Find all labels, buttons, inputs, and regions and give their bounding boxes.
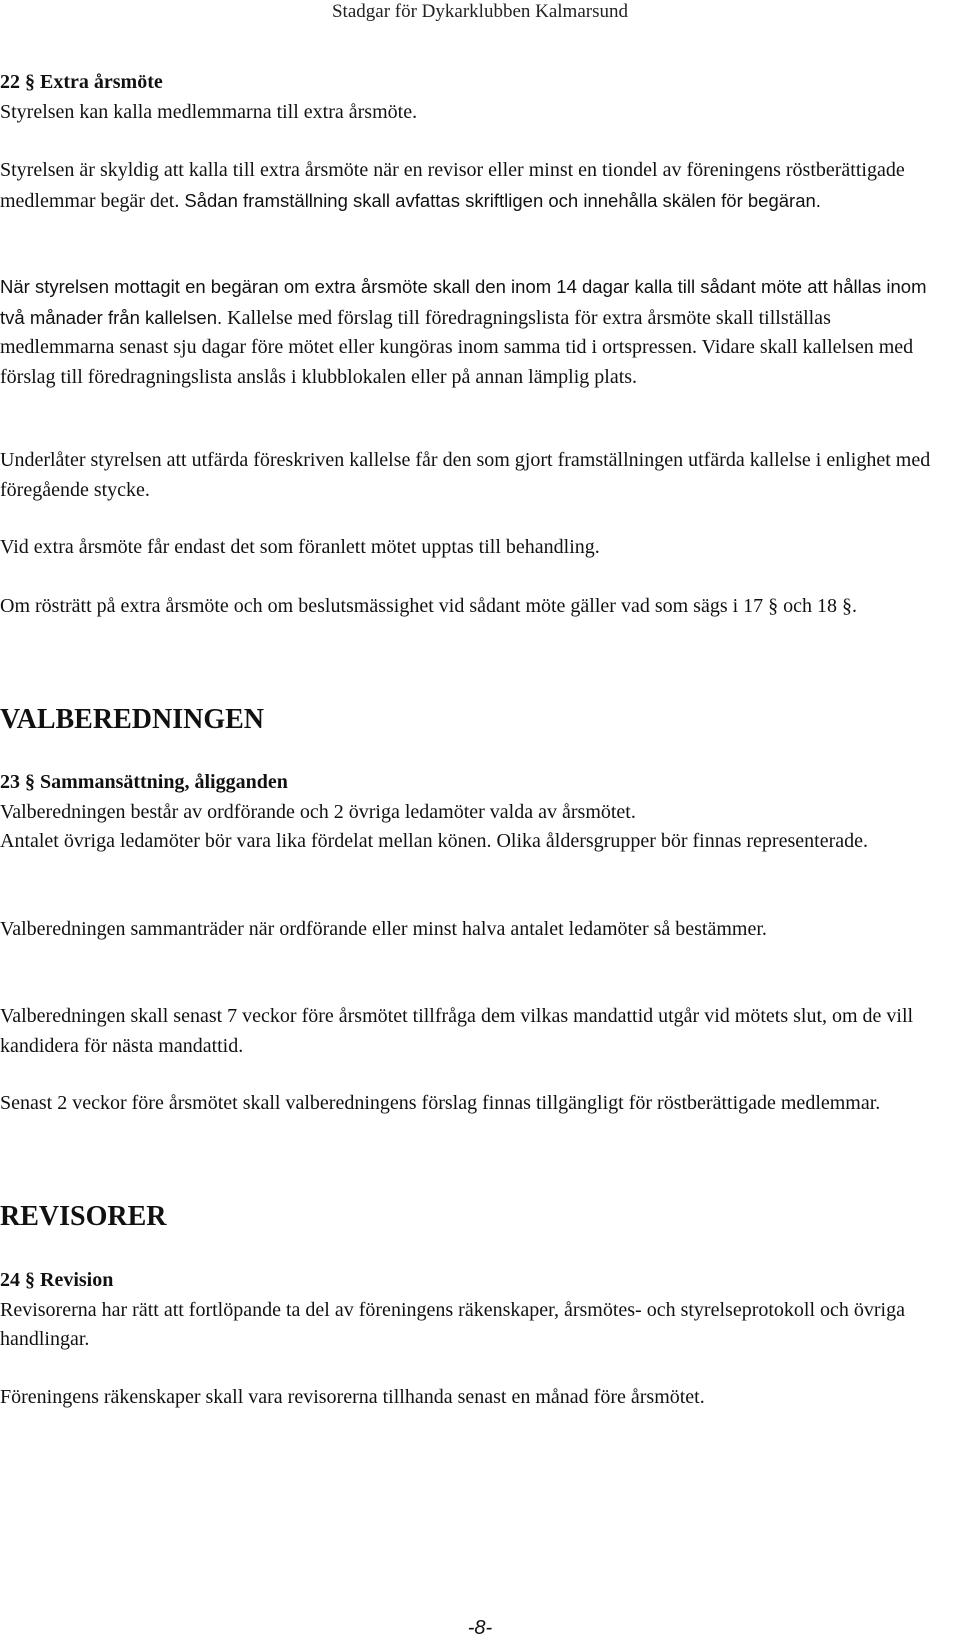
paragraph: Antalet övriga ledamöter bör vara lika fördelat mellan könen. Olika åldersgrupper bör finnas representerade. [0,830,868,852]
paragraph: Styrelsen kan kalla medlemmarna till extra årsmöte. [0,100,418,123]
paragraph: Valberedningen skall senast 7 veckor före årsmötet tillfråga dem vilkas mandattid utgår vid mötets slut, om de vill kandidera för nästa mandattid. [0,1005,914,1057]
paragraph: Vid extra årsmöte får endast det som föranlett mötet upptas till behandling. [0,536,600,558]
section-24-block [0,1266,950,1355]
paragraph-text: Styrelsen är skyldig att kalla till extra årsmöte när en revisor eller minst en tiondel av föreningens röstberättigade medlemmar begär det. [0,159,905,212]
section-22-paragraph-6 [0,592,950,622]
paragraph: Valberedningen består av ordförande och 2 övriga ledamöter valda av årsmötet. [0,800,636,823]
paragraph [0,272,950,392]
paragraph-text: Kallelse med förslag till föredragningslista för extra årsmöte skall tillställas medlemmarna senast sju dagar före mötet eller kungöras inom samma tid i ortspressen. Vidare skall kallelsen med förslag till föredragningslista anslås i klubblokalen eller på annan lämplig plats. [0,306,914,388]
section-23-block [0,768,950,857]
section-heading: 22 § Extra årsmöte [0,71,163,93]
section-22-paragraph-2 [0,156,950,216]
chapter-title-revisorer: REVISORER [0,1201,167,1232]
section-22-heading-block [0,68,950,127]
paragraph: Senast 2 veckor före årsmötet skall valberedningens förslag finnas tillgängligt för röstberättigade medlemmar. [0,1092,881,1114]
paragraph [0,156,950,216]
section-23-paragraph-3 [0,915,950,945]
section-heading: 24 § Revision [0,1269,114,1291]
paragraph: Valberedningen sammanträder när ordförande eller minst halva antalet ledamöter så bestämmer. [0,918,767,940]
page-number: -8- [467,1617,493,1639]
paragraph-text-sans: Sådan framställning skall avfattas skriftligen och innehålla skälen för begäran. [184,189,821,211]
section-22-paragraph-4 [0,446,950,505]
section-24-paragraph-2 [0,1383,950,1413]
page-header-title: Stadgar för Dykarklubben Kalmarsund [331,1,628,22]
paragraph: Om rösträtt på extra årsmöte och om beslutsmässighet vid sådant möte gäller vad som sägs i 17 § och 18 §. [0,595,858,617]
chapter-title-valberedningen: VALBEREDNINGEN [0,704,264,735]
section-heading: 23 § Sammansättning, åligganden [0,771,288,793]
paragraph: Underlåter styrelsen att utfärda föreskriven kallelse får den som gjort framställningen utfärda kallelse i enlighet med föregående stycke. [0,449,931,501]
section-23-paragraph-4 [0,1002,950,1061]
section-22-paragraph-3 [0,272,950,392]
paragraph: Revisorerna har rätt att fortlöpande ta del av föreningens räkenskaper, årsmötes- och styrelseprotokoll och övriga handlingar. [0,1298,905,1350]
section-23-paragraph-5 [0,1089,950,1119]
paragraph: Föreningens räkenskaper skall vara revisorerna tillhanda senast en månad före årsmötet. [0,1386,705,1408]
paragraph-text-sans: När styrelsen mottagit en begäran om extra årsmöte skall den inom 14 dagar kalla till sådant möte att hållas inom två månader från kallelsen. [0,276,927,328]
section-22-paragraph-5 [0,533,950,563]
